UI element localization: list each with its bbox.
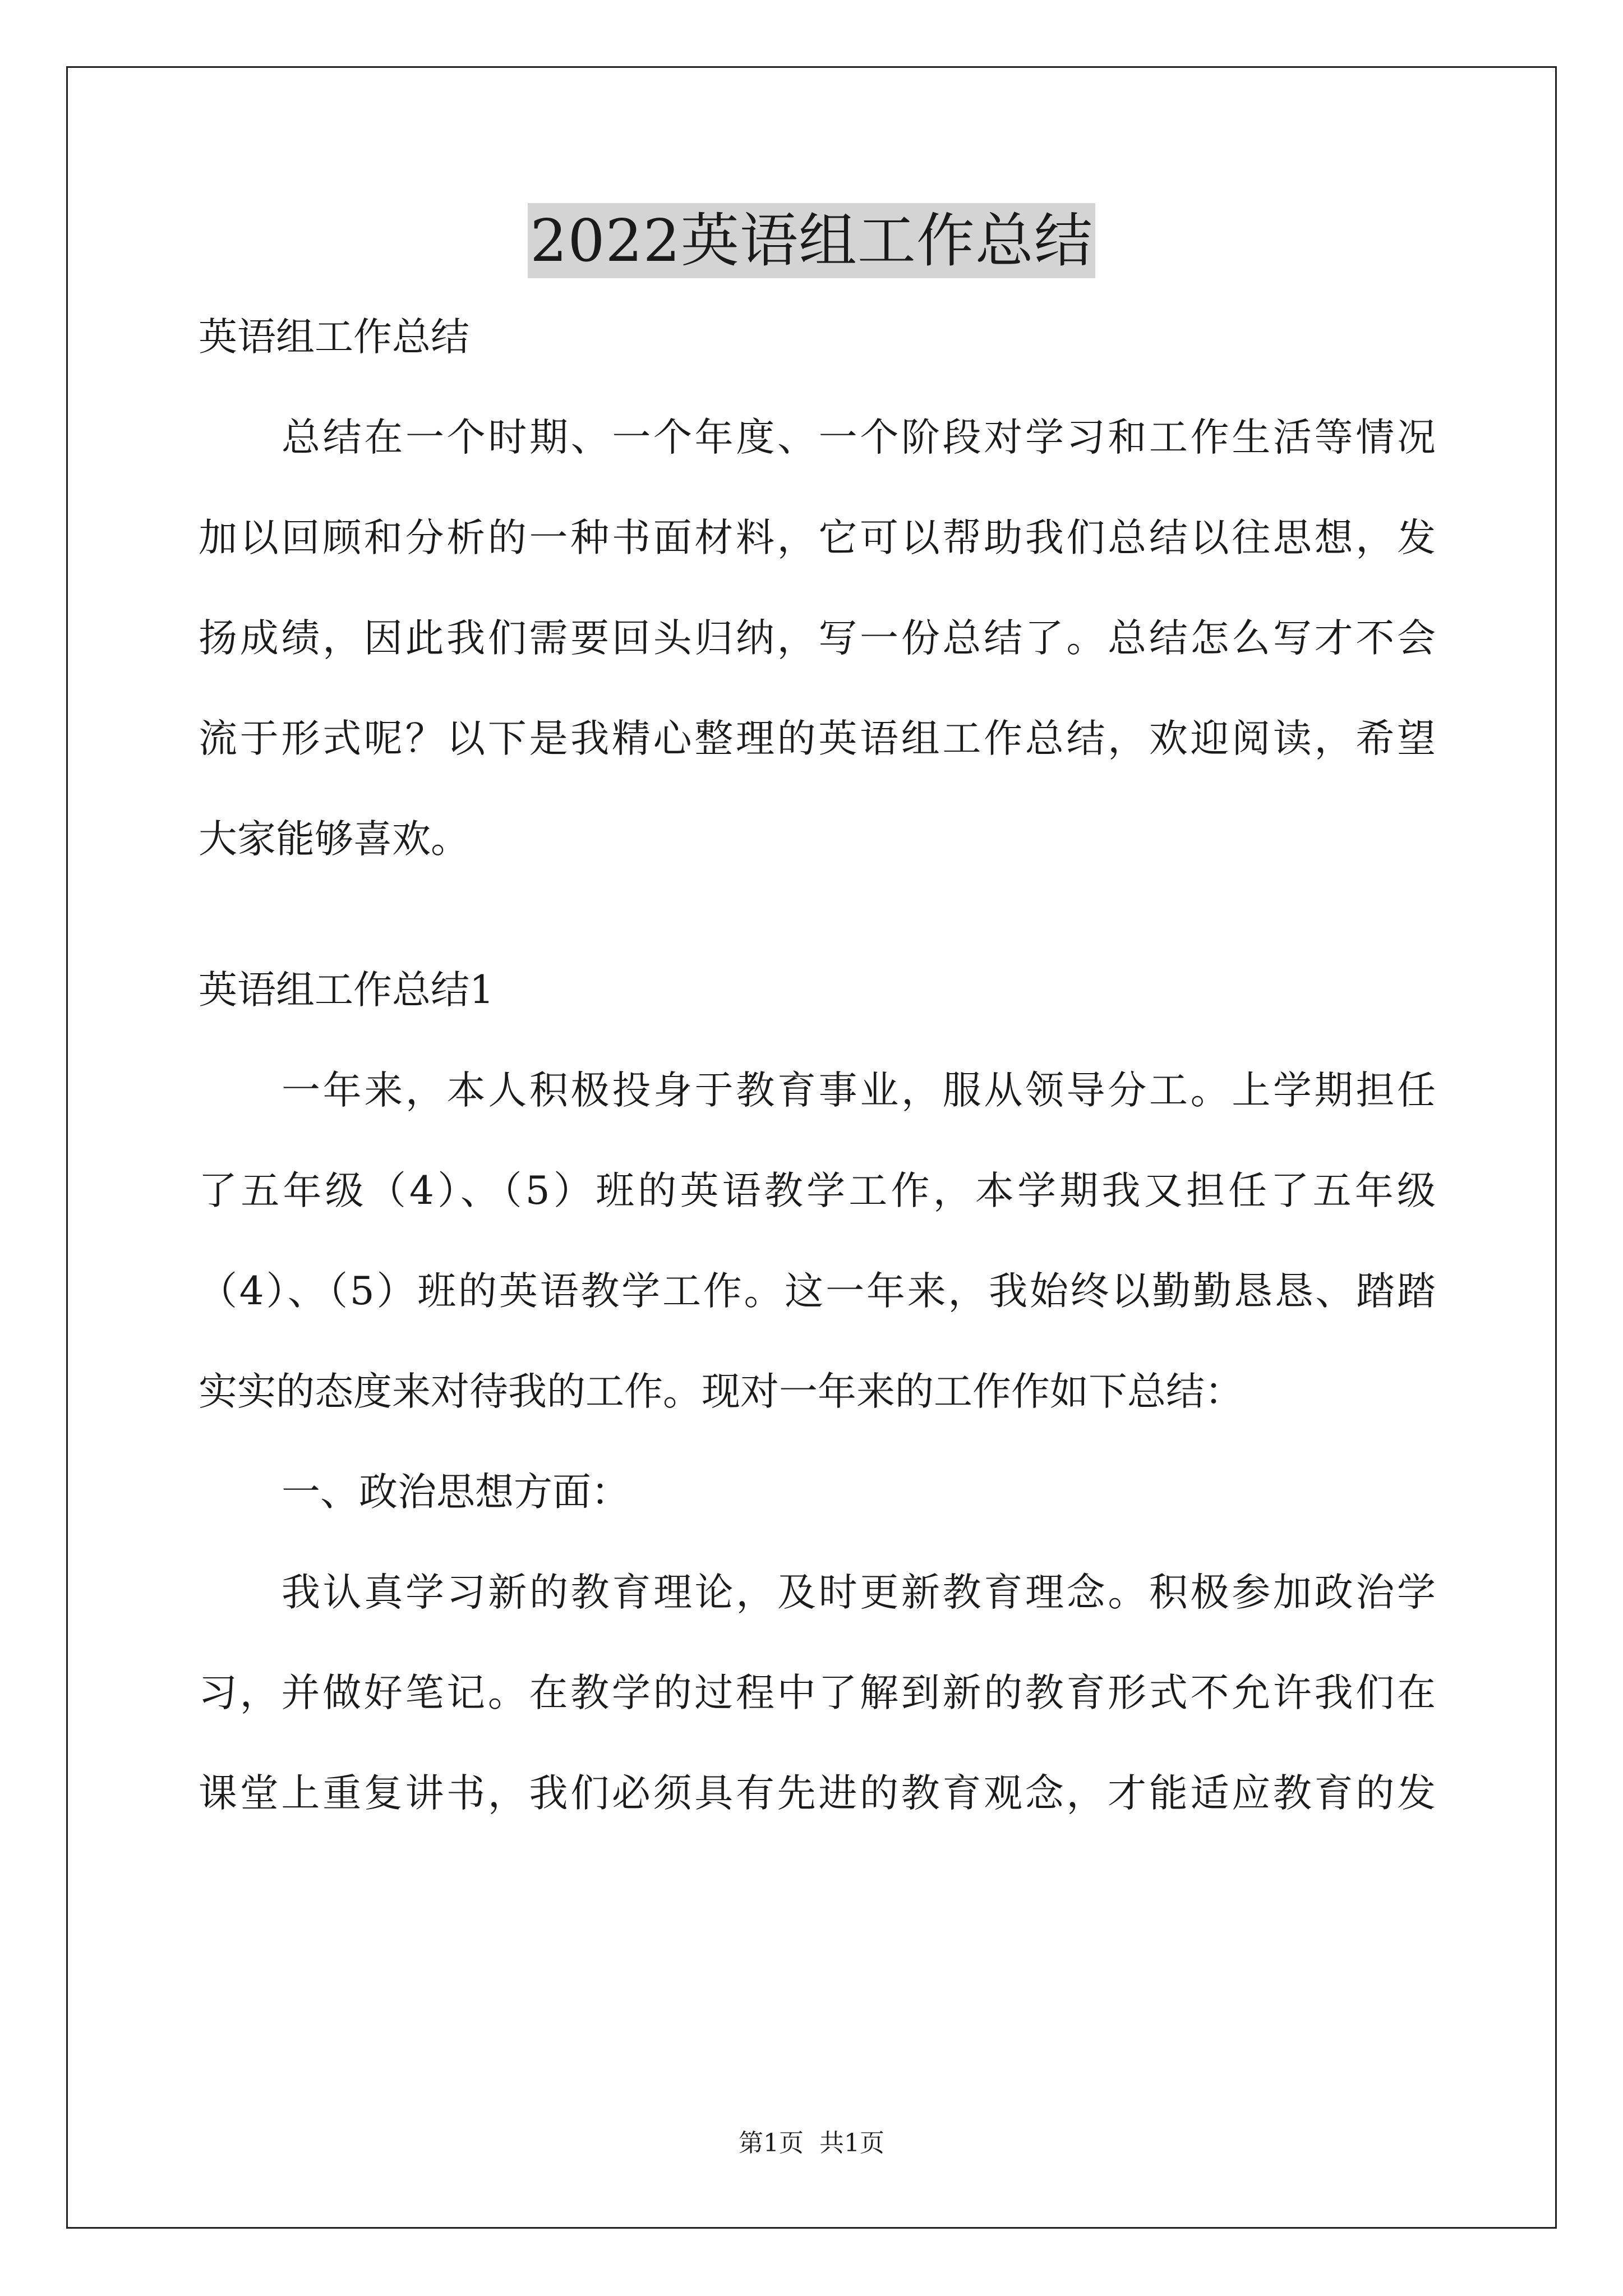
- paragraph-line: 流于形式呢？以下是我精心整理的英语组工作总结，欢迎阅读，希望: [199, 716, 1436, 761]
- document-title: 2022英语组工作总结: [528, 203, 1095, 278]
- paragraph-line: 习，并做好笔记。在教学的过程中了解到新的教育形式不允许我们在: [199, 1671, 1436, 1715]
- page-number: 第1页: [739, 2129, 804, 2157]
- paragraph-line: 了五年级（4）、（5）班的英语教学工作，本学期我又担任了五年级: [199, 1168, 1436, 1213]
- title-wrap: [0, 203, 1623, 278]
- page-footer: [0, 2127, 1623, 2160]
- paragraph-line: 加以回顾和分析的一种书面材料，它可以帮助我们总结以往思想，发: [199, 516, 1436, 560]
- section-heading: 英语组工作总结: [199, 315, 469, 360]
- subsection-heading: 一、政治思想方面：: [282, 1470, 630, 1515]
- page-total: 共1页: [819, 2129, 884, 2157]
- document-body: [199, 312, 1436, 1819]
- paragraph-line: 总结在一个时期、一个年度、一个阶段对学习和工作生活等情况: [282, 415, 1436, 460]
- paragraph-line: 扬成绩，因此我们需要回头归纳，写一份总结了。总结怎么写才不会: [199, 616, 1436, 661]
- paragraph-line: 课堂上重复讲书，我们必须具有先进的教育观念，才能适应教育的发: [199, 1771, 1436, 1816]
- paragraph-line: 我认真学习新的教育理论，及时更新教育理念。积极参加政治学: [282, 1570, 1436, 1615]
- section-heading: 英语组工作总结1: [199, 968, 494, 1013]
- paragraph-line: 一年来，本人积极投身于教育事业，服从领导分工。上学期担任: [282, 1068, 1436, 1113]
- paragraph-line: 实实的态度来对待我的工作。现对一年来的工作作如下总结：: [199, 1369, 1243, 1414]
- paragraph-line: 大家能够喜欢。: [199, 817, 469, 862]
- paragraph-line: （4）、（5）班的英语教学工作。这一年来，我始终以勤勤恳恳、踏踏: [199, 1269, 1436, 1314]
